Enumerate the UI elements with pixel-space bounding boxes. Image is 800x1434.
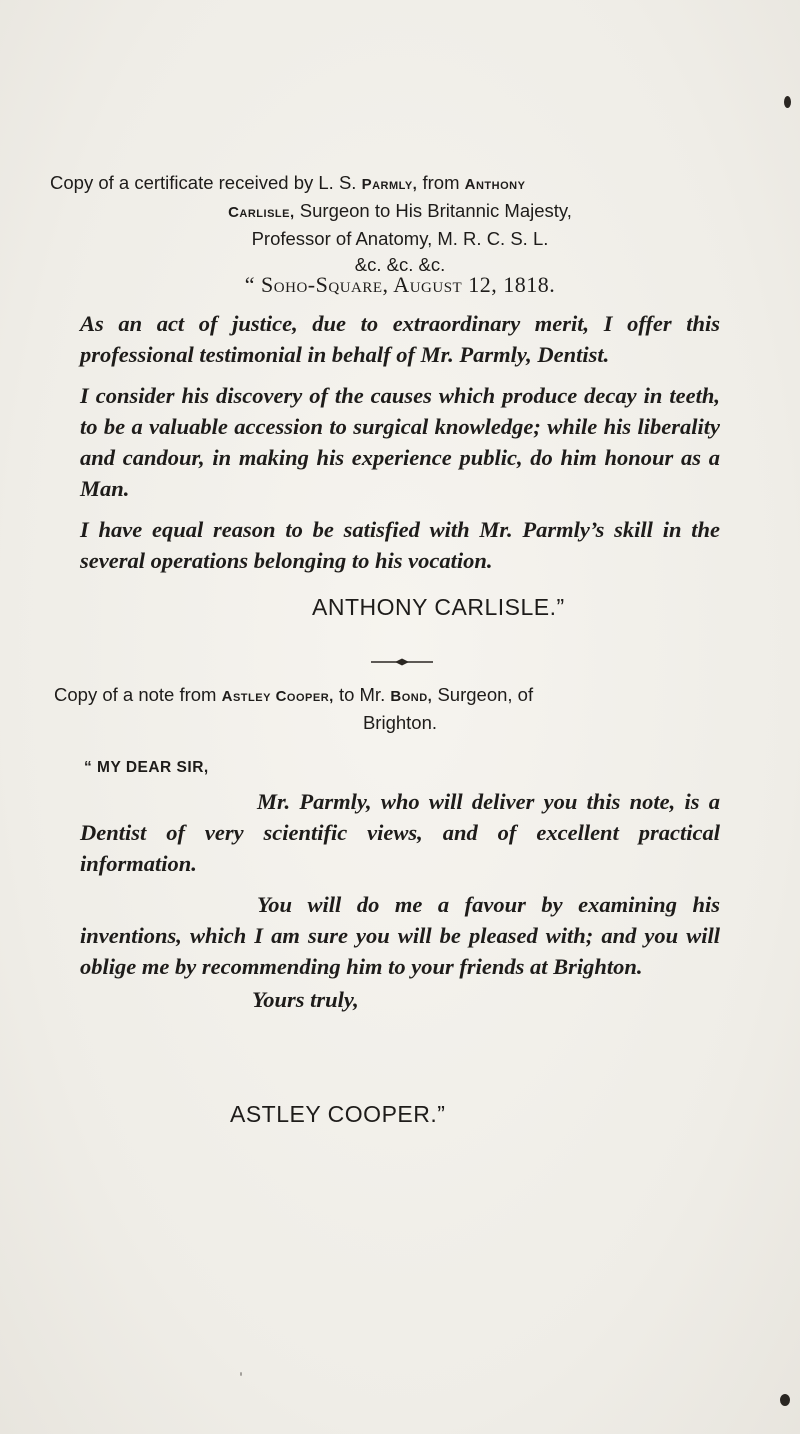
note-body	[80, 786, 720, 1015]
heading-text: Copy of a certificate received by L. S.	[50, 172, 357, 193]
heading-name-astley-cooper: Astley Cooper,	[221, 688, 334, 705]
certificate-paragraph-3: I have equal reason to be satisfied with Mr. Parmly’s skill in the several operations belonging to his vocation.	[80, 517, 720, 573]
scan-speck	[780, 1394, 790, 1406]
divider-ornament	[371, 657, 433, 667]
heading-name-bond: Bond,	[390, 688, 433, 705]
heading-text: to Mr.	[338, 684, 386, 705]
heading-text: Surgeon to His Britannic Majesty,	[299, 200, 572, 221]
scan-speck	[784, 96, 791, 108]
note-salutation: “ MY DEAR SIR,	[84, 759, 209, 776]
note-heading	[54, 682, 720, 736]
note-heading-line-2: Brighton.	[362, 712, 438, 733]
heading-name-anthony: Anthony	[464, 176, 526, 193]
note-heading-line-1	[56, 682, 756, 710]
heading-text: from	[422, 172, 460, 193]
certificate-heading	[50, 170, 720, 278]
heading-text: Surgeon, of	[437, 684, 534, 705]
note-closing: Yours truly,	[252, 987, 359, 1012]
note-signature: ASTLEY COOPER.”	[230, 1101, 446, 1127]
certificate-paragraph-2: I consider his discovery of the causes which produce decay in teeth, to be a valuable accession to surgical knowledge; while his liberality and candour, in making his experience public, do him honour as a Man.	[80, 383, 720, 501]
certificate-dateline: “ Soho-Square, August 12, 1818.	[244, 272, 556, 297]
certificate-signature: ANTHONY CARLISLE.”	[312, 594, 565, 620]
certificate-heading-line-1	[52, 170, 752, 198]
note-paragraph-1: Mr. Parmly, who will deliver you this note, is a Dentist of very scientific views, and of excellent practical information.	[80, 789, 720, 876]
certificate-paragraph-1: As an act of justice, due to extraordinary merit, I offer this professional testimonial in behalf of Mr. Parmly, Dentist.	[80, 311, 720, 367]
certificate-heading-line-2	[80, 198, 720, 226]
heading-name-carlisle: Carlisle,	[228, 204, 295, 221]
heading-name-parmly: Parmly,	[361, 176, 418, 193]
note-paragraph-2: You will do me a favour by examining his inventions, which I am sure you will be pleased with; and you will oblige me by recommending him to your friends at Brighton.	[80, 892, 720, 979]
scan-speck	[240, 1372, 242, 1376]
certificate-heading-line-3: Professor of Anatomy, M. R. C. S. L.	[251, 228, 549, 249]
certificate-heading-line-4: &c. &c. &c.	[354, 254, 446, 275]
heading-text: Copy of a note from	[54, 684, 217, 705]
certificate-body	[80, 308, 720, 576]
